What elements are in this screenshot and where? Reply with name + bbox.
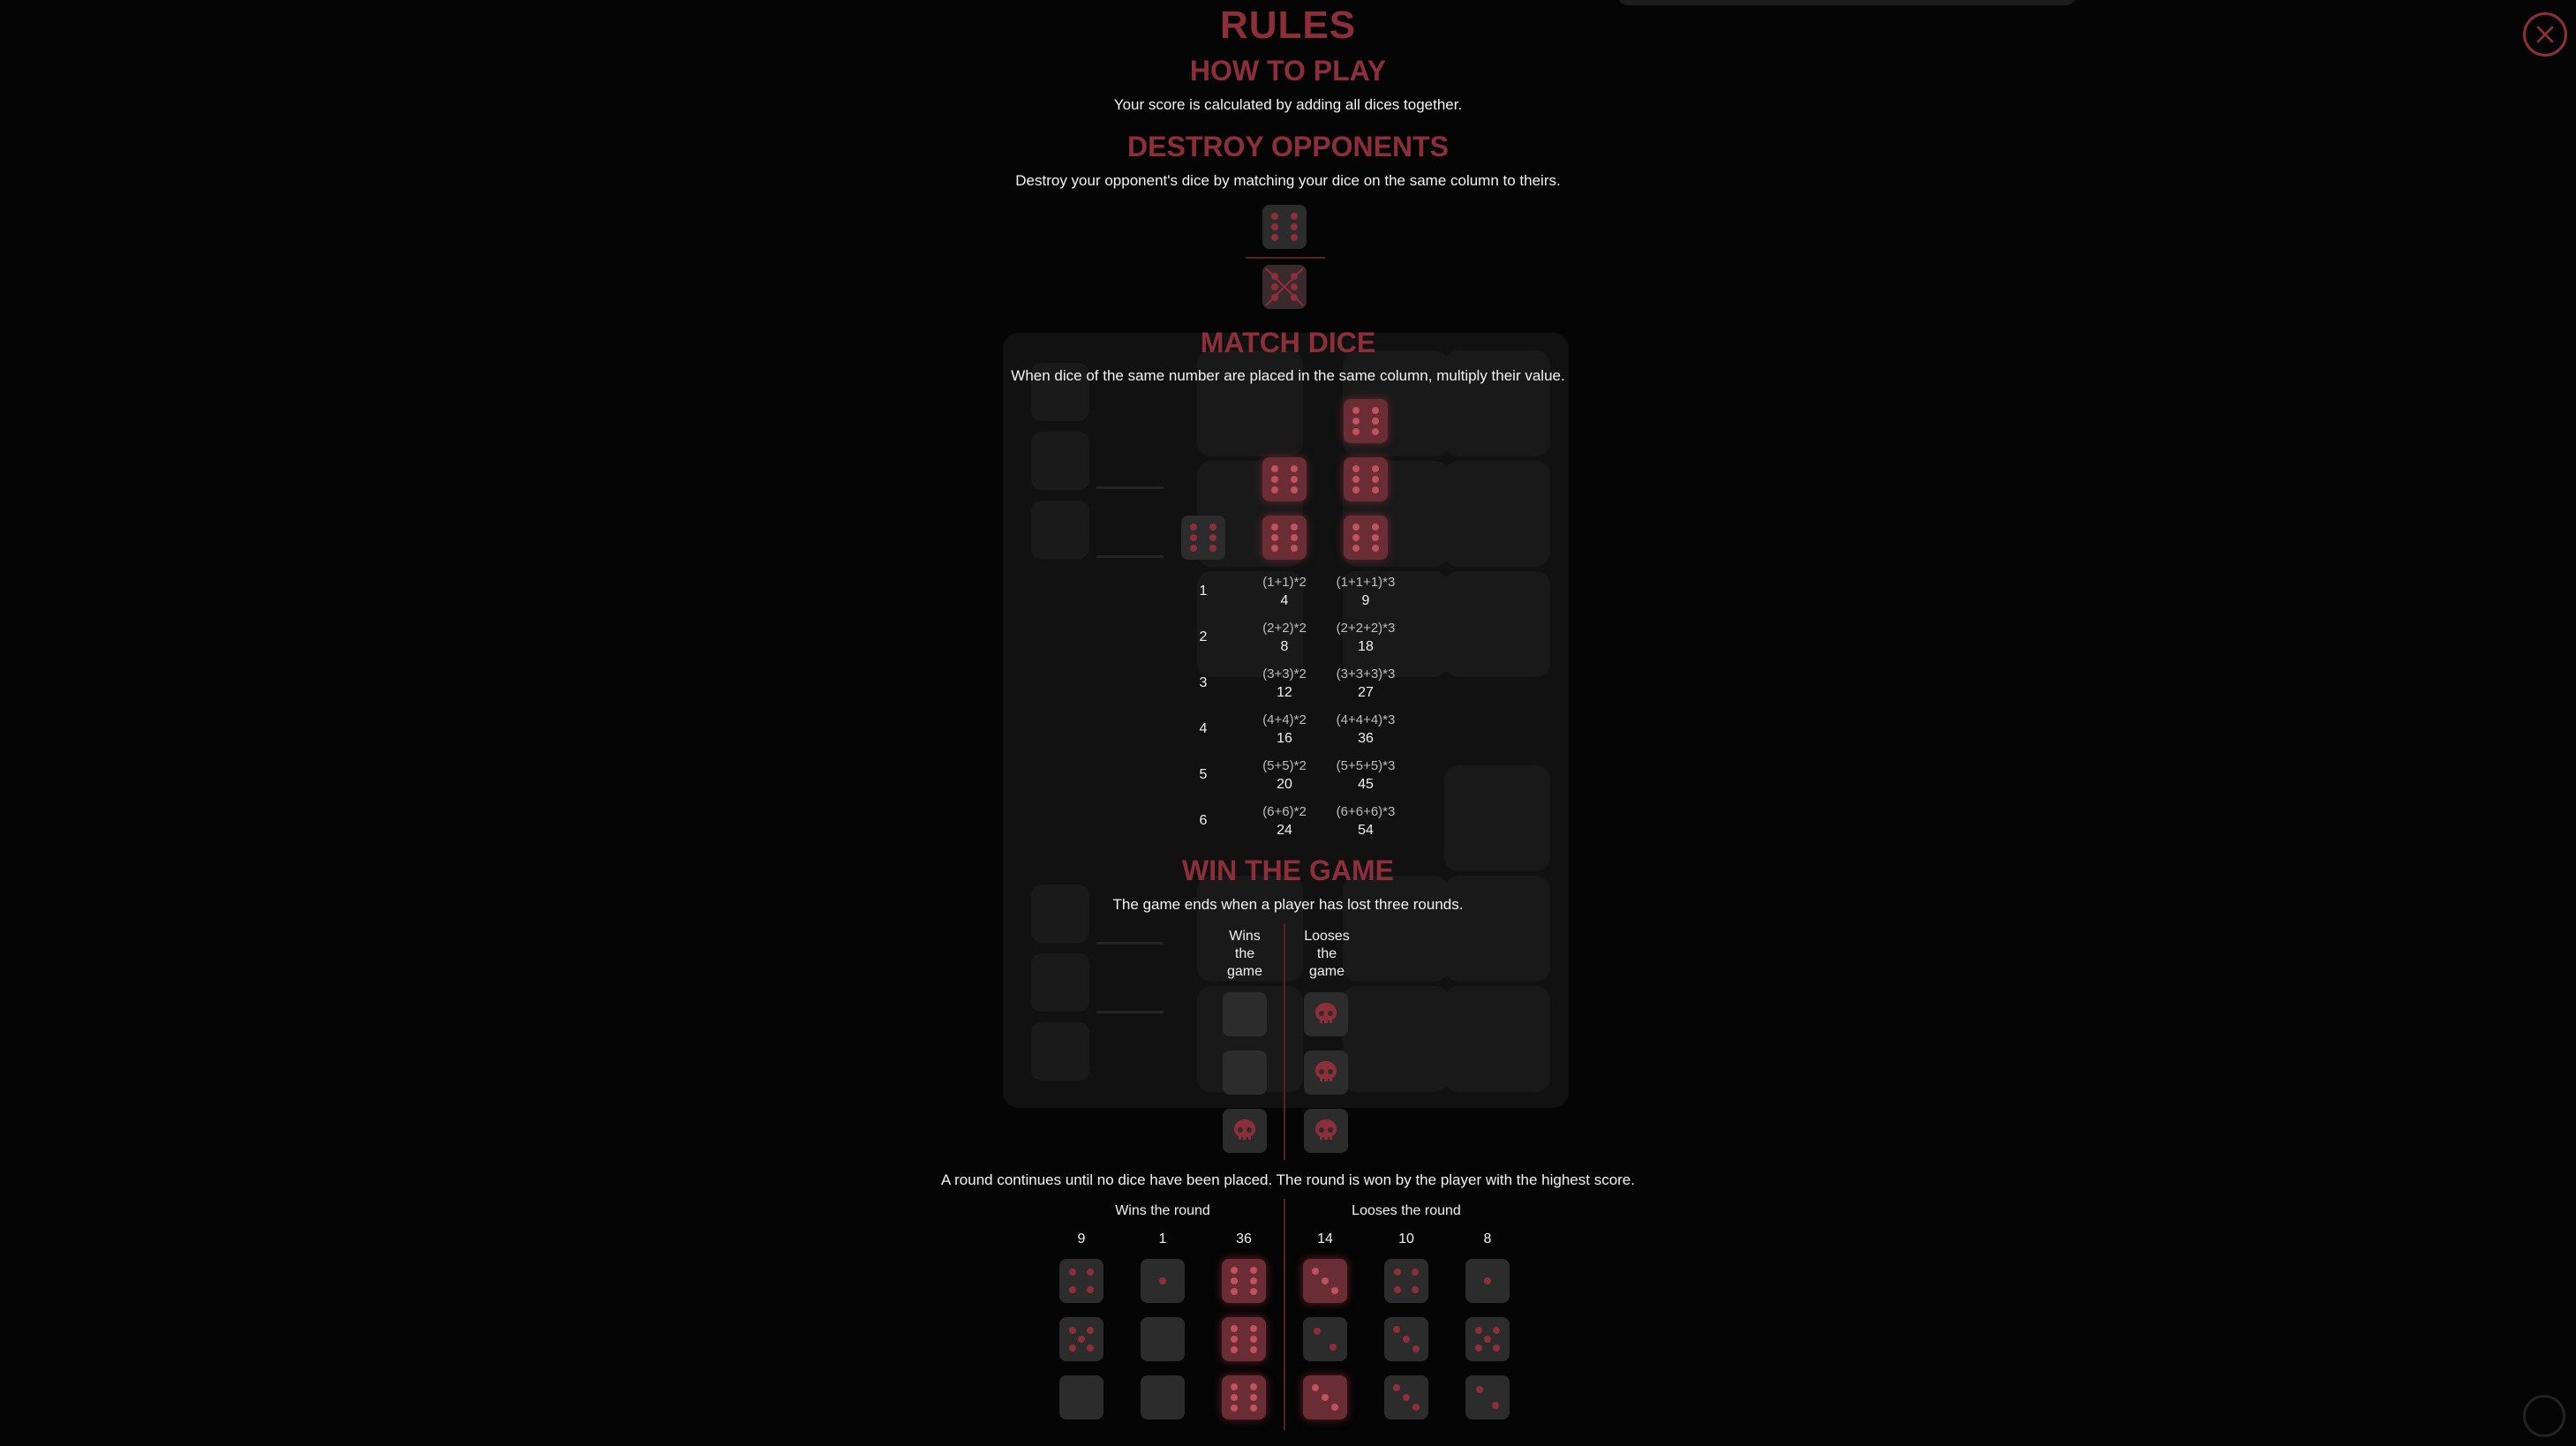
match-formula-2: (6+6)*2: [1262, 804, 1307, 819]
die-six-red: [1222, 1259, 1266, 1303]
match-value-2: 16: [1277, 731, 1292, 746]
die-six: [1262, 205, 1307, 249]
skull-slot: [1223, 1109, 1267, 1153]
skull-icon: [1312, 1058, 1340, 1087]
match-formula-2: (3+3)*2: [1262, 667, 1307, 682]
match-formula-3: (2+2+2)*3: [1336, 621, 1396, 636]
die-five: [1059, 1317, 1103, 1361]
looses-round-label: Looses the round: [1352, 1203, 1461, 1218]
how-to-play-text: Your score is calculated by adding all dices together.: [1113, 96, 1463, 113]
round-score: 8: [1483, 1231, 1492, 1246]
skull-icon: [1312, 1000, 1340, 1028]
skull-icon: [1231, 1117, 1259, 1145]
match-value-2: 8: [1280, 639, 1289, 654]
match-formula-3: (4+4+4)*3: [1336, 712, 1396, 727]
match-row-number: 1: [1199, 584, 1208, 599]
win-text: The game ends when a player has lost three rounds.: [1112, 896, 1464, 913]
match-value-2: 12: [1277, 685, 1292, 700]
die-six-red: [1262, 457, 1307, 501]
die-six-red: [1344, 399, 1388, 443]
skull-icon: [1312, 1117, 1340, 1145]
match-row-number: 3: [1199, 675, 1208, 690]
match-formula-3: (6+6+6)*3: [1336, 804, 1396, 819]
destroy-heading: DESTROY OPPONENTS: [1127, 131, 1449, 162]
match-value-3: 45: [1358, 777, 1374, 792]
match-formula-3: (1+1+1)*3: [1336, 575, 1396, 590]
how-to-play-heading: HOW TO PLAY: [1189, 55, 1387, 87]
die-three-red: [1303, 1375, 1347, 1420]
die-two: [1465, 1375, 1510, 1420]
destroyed-die: [1262, 265, 1307, 309]
empty-slot: [1223, 1051, 1267, 1095]
win-heading: WIN THE GAME: [1182, 855, 1394, 886]
round-score: 9: [1077, 1231, 1086, 1246]
dice-menu-icon[interactable]: [2523, 1395, 2565, 1437]
match-formula-3: (3+3+3)*3: [1336, 667, 1396, 682]
match-formula-2: (1+1)*2: [1262, 575, 1307, 590]
match-value-3: 54: [1358, 823, 1374, 838]
destroy-divider: [1246, 257, 1325, 259]
match-value-3: 18: [1358, 639, 1374, 654]
round-divider: [1284, 1199, 1285, 1430]
die-four: [1384, 1259, 1428, 1303]
match-value-2: 20: [1277, 777, 1292, 792]
round-score: 14: [1317, 1231, 1333, 1246]
looses-game-label: Looses the game: [1304, 929, 1350, 979]
die-three: [1384, 1317, 1428, 1361]
wins-game-label: Wins the game: [1226, 929, 1263, 979]
die-six: [1181, 516, 1225, 560]
match-value-2: 24: [1277, 823, 1292, 838]
die-four: [1059, 1259, 1103, 1303]
round-score: 1: [1158, 1231, 1167, 1246]
die-five: [1465, 1317, 1510, 1361]
match-formula-3: (5+5+5)*3: [1336, 758, 1396, 773]
match-formula-2: (4+4)*2: [1262, 712, 1307, 727]
skull-slot: [1304, 1109, 1348, 1153]
game-divider: [1284, 923, 1285, 1160]
die-three: [1384, 1375, 1428, 1420]
match-row-number: 5: [1199, 767, 1208, 782]
match-value-2: 4: [1280, 593, 1289, 608]
skull-slot: [1304, 992, 1348, 1036]
match-value-3: 27: [1358, 685, 1374, 700]
empty-die-slot: [1141, 1375, 1185, 1420]
die-six-red: [1222, 1375, 1266, 1420]
rules-title: RULES: [1219, 4, 1357, 47]
empty-slot: [1223, 992, 1267, 1036]
match-row-number: 6: [1199, 813, 1208, 828]
match-row-number: 4: [1199, 721, 1208, 736]
match-row-number: 2: [1199, 629, 1208, 644]
die-three-red: [1303, 1259, 1347, 1303]
die-two: [1303, 1317, 1347, 1361]
round-score: 10: [1398, 1231, 1414, 1246]
match-formula-2: (2+2)*2: [1262, 621, 1307, 636]
match-value-3: 36: [1358, 731, 1374, 746]
match-text: When dice of the same number are placed in the same column, multiply their value.: [1011, 367, 1565, 384]
destroy-cross-icon: [1262, 265, 1307, 309]
empty-die-slot: [1141, 1317, 1185, 1361]
empty-die-slot: [1059, 1375, 1103, 1420]
die-six-red: [1344, 516, 1388, 560]
skull-slot: [1304, 1051, 1348, 1095]
wins-round-label: Wins the round: [1115, 1203, 1210, 1218]
die-six-red: [1344, 457, 1388, 501]
match-formula-2: (5+5)*2: [1262, 758, 1307, 773]
match-value-3: 9: [1361, 593, 1370, 608]
round-text: A round continues until no dice have been placed. The round is won by the player with the highest score.: [941, 1171, 1635, 1188]
die-six-red: [1262, 516, 1307, 560]
die-one: [1465, 1259, 1510, 1303]
die-six-red: [1222, 1317, 1266, 1361]
match-heading: MATCH DICE: [1200, 327, 1376, 358]
die-one: [1141, 1259, 1185, 1303]
round-score: 36: [1236, 1231, 1252, 1246]
destroy-text: Destroy your opponent's dice by matching your dice on the same column to theirs.: [1015, 172, 1561, 189]
